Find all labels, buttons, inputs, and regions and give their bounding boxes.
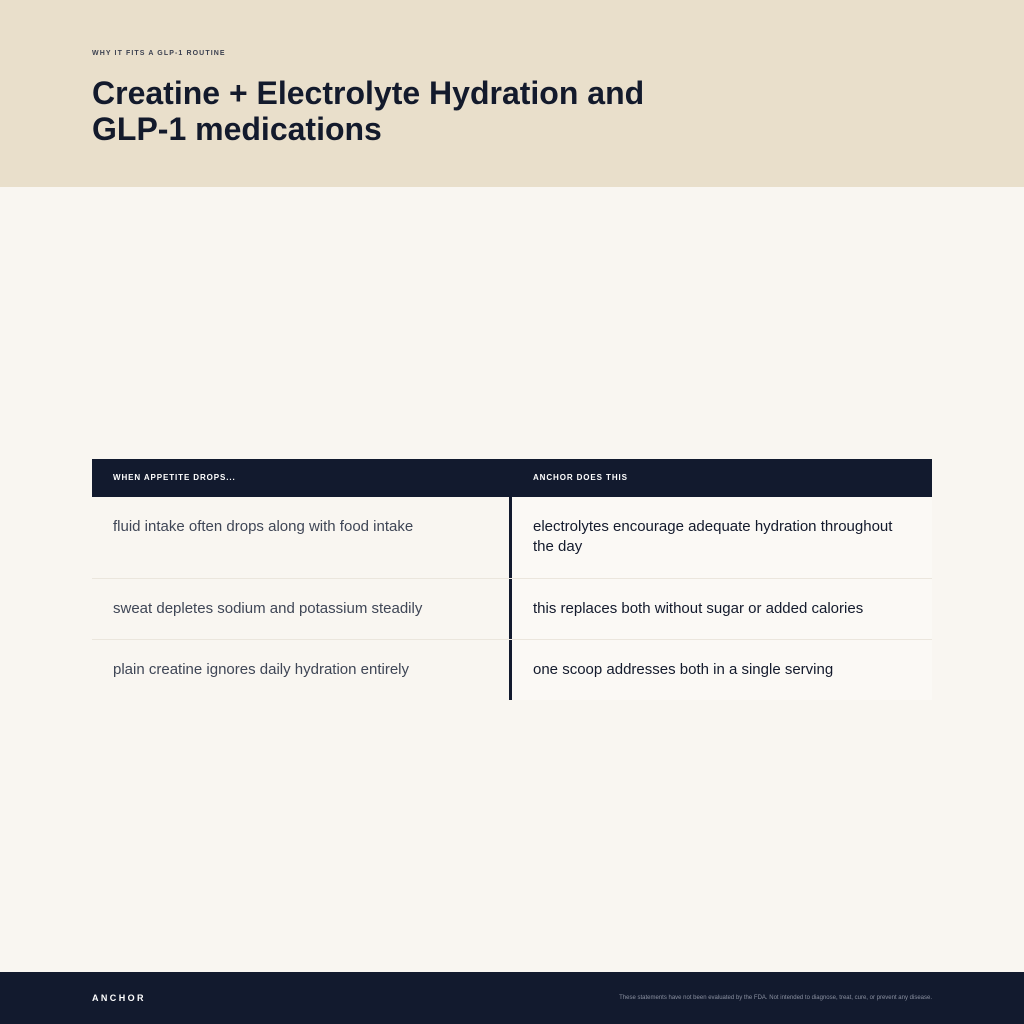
column-header-appetite: WHEN APPETITE DROPS... — [113, 473, 236, 482]
table-body — [92, 497, 932, 700]
solution-cell: one scoop addresses both in a single serving — [512, 640, 932, 700]
problem-cell: plain creatine ignores daily hydration entirely — [92, 640, 512, 700]
solution-cell: electrolytes encourage adequate hydration throughout the day — [512, 497, 932, 578]
eyebrow-label: WHY IT FITS A GLP-1 ROUTINE — [92, 50, 226, 57]
comparison-table — [92, 459, 932, 700]
fda-disclaimer: These statements have not been evaluated by the FDA. Not intended to diagnose, treat, cure, or prevent any disease. — [619, 995, 932, 1001]
problem-cell: fluid intake often drops along with food intake — [92, 497, 512, 578]
brand-logo: ANCHOR — [92, 993, 146, 1003]
table-header — [92, 459, 932, 497]
hero-header — [0, 0, 1024, 187]
page-title: Creatine + Electrolyte Hydration and GLP-1 medications — [92, 75, 645, 147]
column-header-anchor: ANCHOR DOES THIS — [533, 473, 628, 482]
solution-cell: this replaces both without sugar or added calories — [512, 579, 932, 639]
footer — [0, 972, 1024, 1024]
table-row — [92, 497, 932, 578]
problem-cell: sweat depletes sodium and potassium steadily — [92, 579, 512, 639]
table-row — [92, 639, 932, 700]
table-row — [92, 578, 932, 639]
